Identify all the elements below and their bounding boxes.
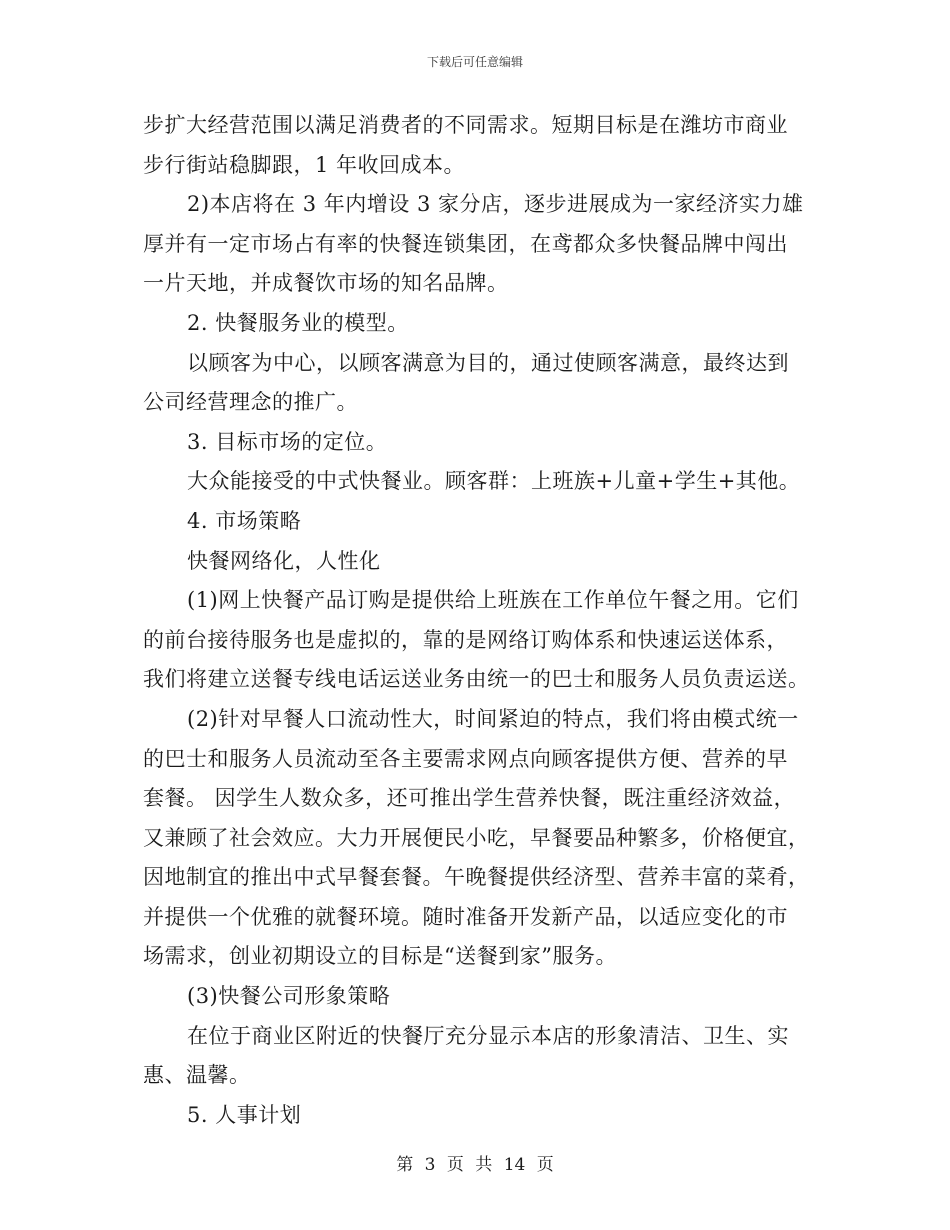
text-line: 惠、温馨。: [143, 1063, 251, 1088]
page-header-note: 下载后可任意编辑: [426, 55, 523, 69]
text-line: 场需求，创业初期设立的目标是“送餐到家”服务。: [143, 944, 617, 969]
text-line: 的巴士和服务人员流动至各主要需求网点向顾客提供方便、营养的早: [143, 746, 788, 771]
text-line: (3)快餐公司形象策略: [187, 984, 391, 1009]
text-line: 公司经营理念的推广。: [143, 390, 358, 415]
text-line: 步行街站稳脚跟，1 年收回成本。: [143, 152, 466, 177]
text-line: 4. 市场策略: [187, 508, 302, 533]
text-line: 我们将建立送餐专线电话运送业务由统一的巴士和服务人员负责运送。: [143, 667, 810, 692]
text-line: 快餐网络化，人性化: [187, 548, 381, 573]
text-line: 一片天地，并成餐饮市场的知名品牌。: [143, 271, 509, 296]
page-footer-number: 第 3 页 共 14 页: [396, 1155, 554, 1175]
text-line: 大众能接受的中式快餐业。顾客群：上班族+儿童+学生+其他。: [187, 469, 801, 494]
text-line: 在位于商业区附近的快餐厅充分显示本店的形象清洁、卫生、实: [187, 1023, 789, 1048]
text-line: 以顾客为中心，以顾客满意为目的，通过使顾客满意，最终达到: [187, 350, 789, 375]
text-line: 2)本店将在 3 年内增设 3 家分店，逐步进展成为一家经济实力雄: [187, 192, 804, 217]
text-line: 套餐。 因学生人数众多，还可推出学生营养快餐，既注重经济效益，: [143, 786, 796, 811]
text-line: 并提供一个优雅的就餐环境。随时准备开发新产品，以适应变化的市: [143, 904, 788, 929]
text-line: 因地制宜的推出中式早餐套餐。午晚餐提供经济型、营养丰富的菜肴，: [143, 865, 810, 890]
document-body: [143, 106, 811, 1135]
text-line: 3. 目标市场的定位。: [187, 429, 388, 454]
text-line: (1)网上快餐产品订购是提供给上班族在工作单位午餐之用。它们: [187, 588, 799, 613]
text-line: 又兼顾了社会效应。大力开展便民小吃，早餐要品种繁多，价格便宜，: [143, 825, 810, 850]
text-line: 2. 快餐服务业的模型。: [187, 310, 409, 335]
text-line: 的前台接待服务也是虚拟的，靠的是网络订购体系和快速运送体系，: [143, 627, 788, 652]
text-line: 5. 人事计划: [187, 1102, 302, 1127]
text-line: (2)针对早餐人口流动性大，时间紧迫的特点，我们将由模式统一: [187, 706, 799, 731]
text-line: 厚并有一定市场占有率的快餐连锁集团，在鸢都众多快餐品牌中闯出: [143, 231, 788, 256]
text-line: 步扩大经营范围以满足消费者的不同需求。短期目标是在潍坊市商业: [143, 113, 788, 137]
